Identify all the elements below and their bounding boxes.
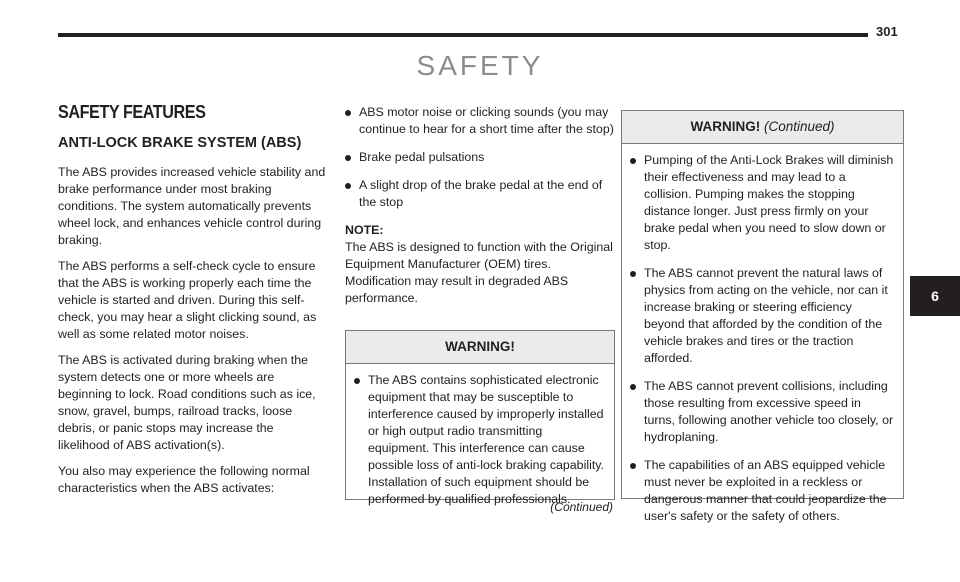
bullet-icon <box>345 155 351 161</box>
bullet-icon <box>345 110 351 116</box>
paragraph: The ABS is activated during braking when the system detects one or more wheels are beginning to lock. Road conditions such as ice, snow, gravel, bumps, railroad tracks, loose debris, or panic stops may increase the likelihood of ABS activation(s). <box>58 353 316 452</box>
bullet-icon <box>354 378 360 384</box>
bullet-icon <box>630 271 636 277</box>
warning-item-text: The ABS contains sophisticated electronic equipment that may be susceptible to interference caused by improperly installed or high output radio transmitting equipment. This interference can cause possible loss of anti-lock braking capability. Installation of such equipment should be performed by qualified professionals. <box>368 373 604 506</box>
warning-title-suffix: (Continued) <box>763 119 835 134</box>
warning-item <box>630 378 895 446</box>
middle-column <box>345 104 617 307</box>
list-item <box>345 149 617 166</box>
list-item-text: Brake pedal pulsations <box>359 150 485 164</box>
warning-box <box>345 330 615 506</box>
warning-item-text: The capabilities of an ABS equipped vehicle must never be exploited in a reckless or dangerous manner that could jeopardize the user's safety or the safety of others. <box>644 458 887 523</box>
bullet-icon <box>630 463 636 469</box>
warning-title-text: WARNING! <box>690 119 761 134</box>
list-item-text: A slight drop of the brake pedal at the end of the stop <box>359 178 603 209</box>
note-label: NOTE: <box>345 223 384 237</box>
paragraph: The ABS performs a self-check cycle to ensure that the ABS is working properly each time the vehicle is started and driven. During this self-check, you may hear a slight clicking sound, as well as some related motor noises. <box>58 259 317 341</box>
warning-box-continued <box>621 110 904 523</box>
page-number: 301 <box>876 24 898 39</box>
chapter-title: SAFETY <box>416 50 544 81</box>
bullet-icon <box>630 384 636 390</box>
header-rule <box>58 33 868 37</box>
paragraph: You also may experience the following normal characteristics when the ABS activates: <box>58 464 310 495</box>
warning-item <box>630 152 895 254</box>
paragraph: The ABS provides increased vehicle stability and brake performance under most braking conditions. The system automatically prevents wheel lock, and enhances vehicle control during braking. <box>58 165 326 247</box>
bullet-icon <box>630 158 636 164</box>
warning-item-text: Pumping of the Anti-Lock Brakes will diminish their effectiveness and may lead to a collision. Pumping makes the stopping distance longer. Just press firmly on your brake pedal when you need to slow down or stop. <box>644 153 894 252</box>
warning-item-text: The ABS cannot prevent the natural laws of physics from acting on the vehicle, nor can it increase braking or steering efficiency beyond that afforded by the condition of the vehicle brakes and tires or the traction afforded. <box>644 266 888 365</box>
warning-item <box>354 372 606 508</box>
section-title: SAFETY FEATURES <box>58 102 206 122</box>
warning-item-text: The ABS cannot prevent collisions, including those resulting from excessive speed in turns, following another vehicle too closely, or hydroplaning. <box>644 379 894 444</box>
warning-item <box>630 265 895 367</box>
chapter-tab[interactable]: 6 <box>910 276 960 316</box>
list-item-text: ABS motor noise or clicking sounds (you may continue to hear for a short time after the stop) <box>359 105 614 136</box>
continued-label: (Continued) <box>550 500 613 514</box>
bullet-icon <box>345 183 351 189</box>
left-column <box>58 104 326 506</box>
warning-item <box>630 457 895 525</box>
characteristics-list <box>345 104 617 211</box>
warning-title <box>622 111 903 144</box>
warning-title: WARNING! <box>346 331 614 364</box>
section-subtitle: ANTI-LOCK BRAKE SYSTEM (ABS) <box>58 135 302 151</box>
list-item <box>345 104 617 138</box>
note-text: The ABS is designed to function with the Original Equipment Manufacturer (OEM) tires. Modification may result in degraded ABS performance. <box>345 240 613 305</box>
list-item <box>345 177 617 211</box>
